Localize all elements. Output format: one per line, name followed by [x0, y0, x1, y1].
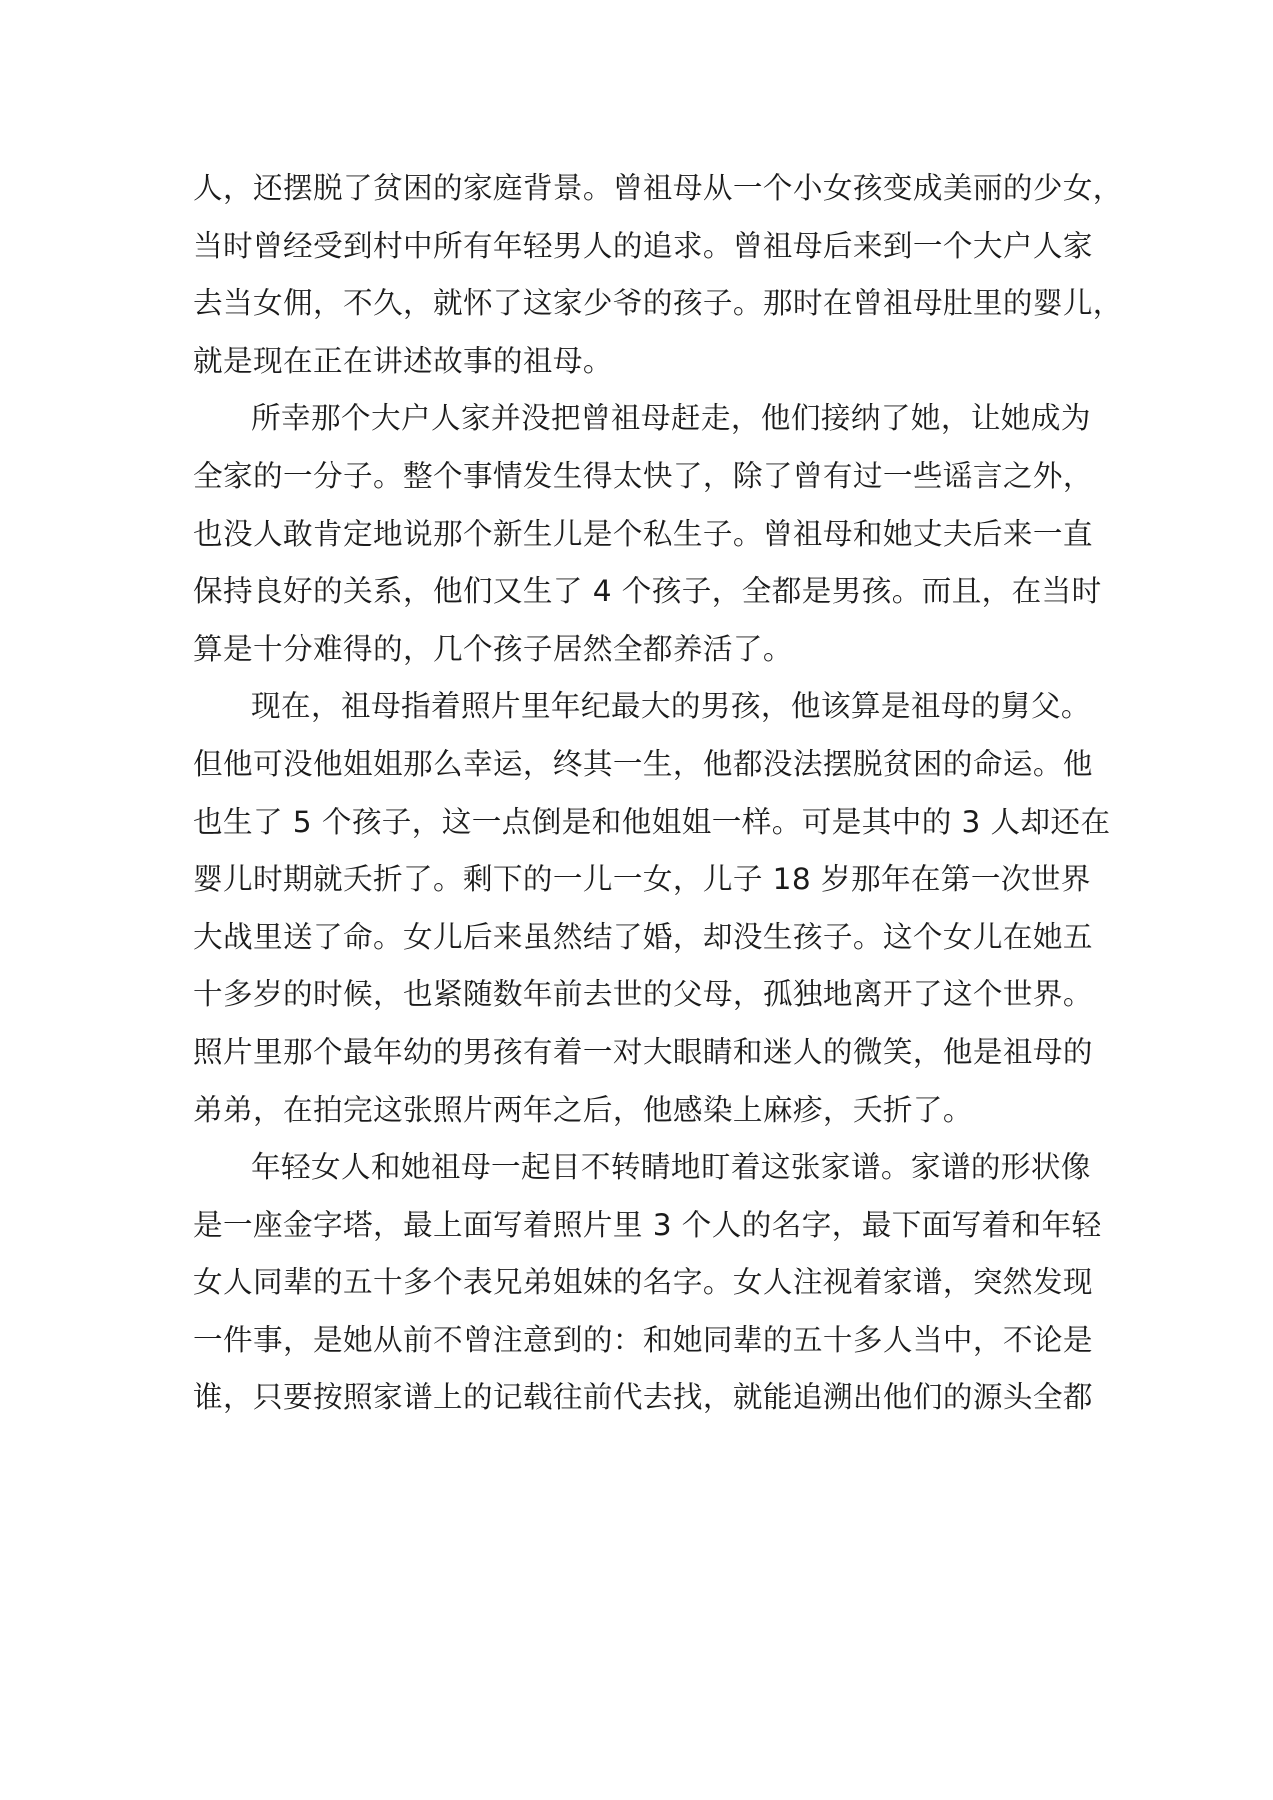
text-line: 大战里送了命。女儿后来虽然结了婚，却没生孩子。这个女儿在她五	[193, 919, 1093, 954]
body-text	[193, 160, 1123, 1427]
text-line: 人，还摆脱了贫困的家庭背景。曾祖母从一个小女孩变成美丽的少女，	[193, 171, 1123, 205]
text-line: 弟弟，在拍完这张照片两年之后，他感染上麻疹，夭折了。	[193, 1092, 973, 1127]
text-line: 所幸那个大户人家并没把曾祖母赶走，他们接纳了她，让她成为	[251, 401, 1091, 436]
text-line: 是一座金字塔，最上面写着照片里 3 个人的名字，最下面写着和年轻	[193, 1207, 1102, 1242]
text-line: 全家的一分子。整个事情发生得太快了，除了曾有过一些谣言之外，	[193, 458, 1093, 493]
paragraph	[193, 678, 1111, 1139]
text-line: 算是十分难得的，几个孩子居然全都养活了。	[193, 631, 793, 666]
text-line: 一件事，是她从前不曾注意到的：和她同辈的五十多人当中，不论是	[193, 1322, 1093, 1357]
text-line: 十多岁的时候，也紧随数年前去世的父母，孤独地离开了这个世界。	[193, 977, 1093, 1012]
text-line: 年轻女人和她祖母一起目不转睛地盯着这张家谱。家谱的形状像	[251, 1150, 1091, 1185]
paragraph	[193, 160, 1123, 390]
paragraph	[193, 390, 1102, 678]
text-line: 去当女佣，不久，就怀了这家少爷的孩子。那时在曾祖母肚里的婴儿，	[193, 286, 1123, 321]
text-line: 女人同辈的五十多个表兄弟姐妹的名字。女人注视着家谱，突然发现	[193, 1265, 1093, 1300]
text-line: 但他可没他姐姐那么幸运，终其一生，他都没法摆脱贫困的命运。他	[193, 746, 1093, 781]
text-line: 照片里那个最年幼的男孩有着一对大眼睛和迷人的微笑，他是祖母的	[193, 1034, 1093, 1069]
text-line: 也生了 5 个孩子，这一点倒是和他姐姐一样。可是其中的 3 人却还在	[193, 804, 1111, 839]
text-line: 谁，只要按照家谱上的记载往前代去找，就能追溯出他们的源头全都	[193, 1380, 1093, 1415]
text-line: 当时曾经受到村中所有年轻男人的追求。曾祖母后来到一个大户人家	[193, 228, 1093, 263]
paragraph	[193, 1139, 1102, 1427]
text-line: 保持良好的关系，他们又生了 4 个孩子，全都是男孩。而且，在当时	[193, 574, 1102, 609]
text-line: 也没人敢肯定地说那个新生儿是个私生子。曾祖母和她丈夫后来一直	[193, 516, 1093, 551]
text-line: 婴儿时期就夭折了。剩下的一儿一女，儿子 18 岁那年在第一次世界	[193, 862, 1091, 897]
text-line: 现在，祖母指着照片里年纪最大的男孩，他该算是祖母的舅父。	[251, 689, 1091, 724]
text-line: 就是现在正在讲述故事的祖母。	[193, 343, 613, 378]
